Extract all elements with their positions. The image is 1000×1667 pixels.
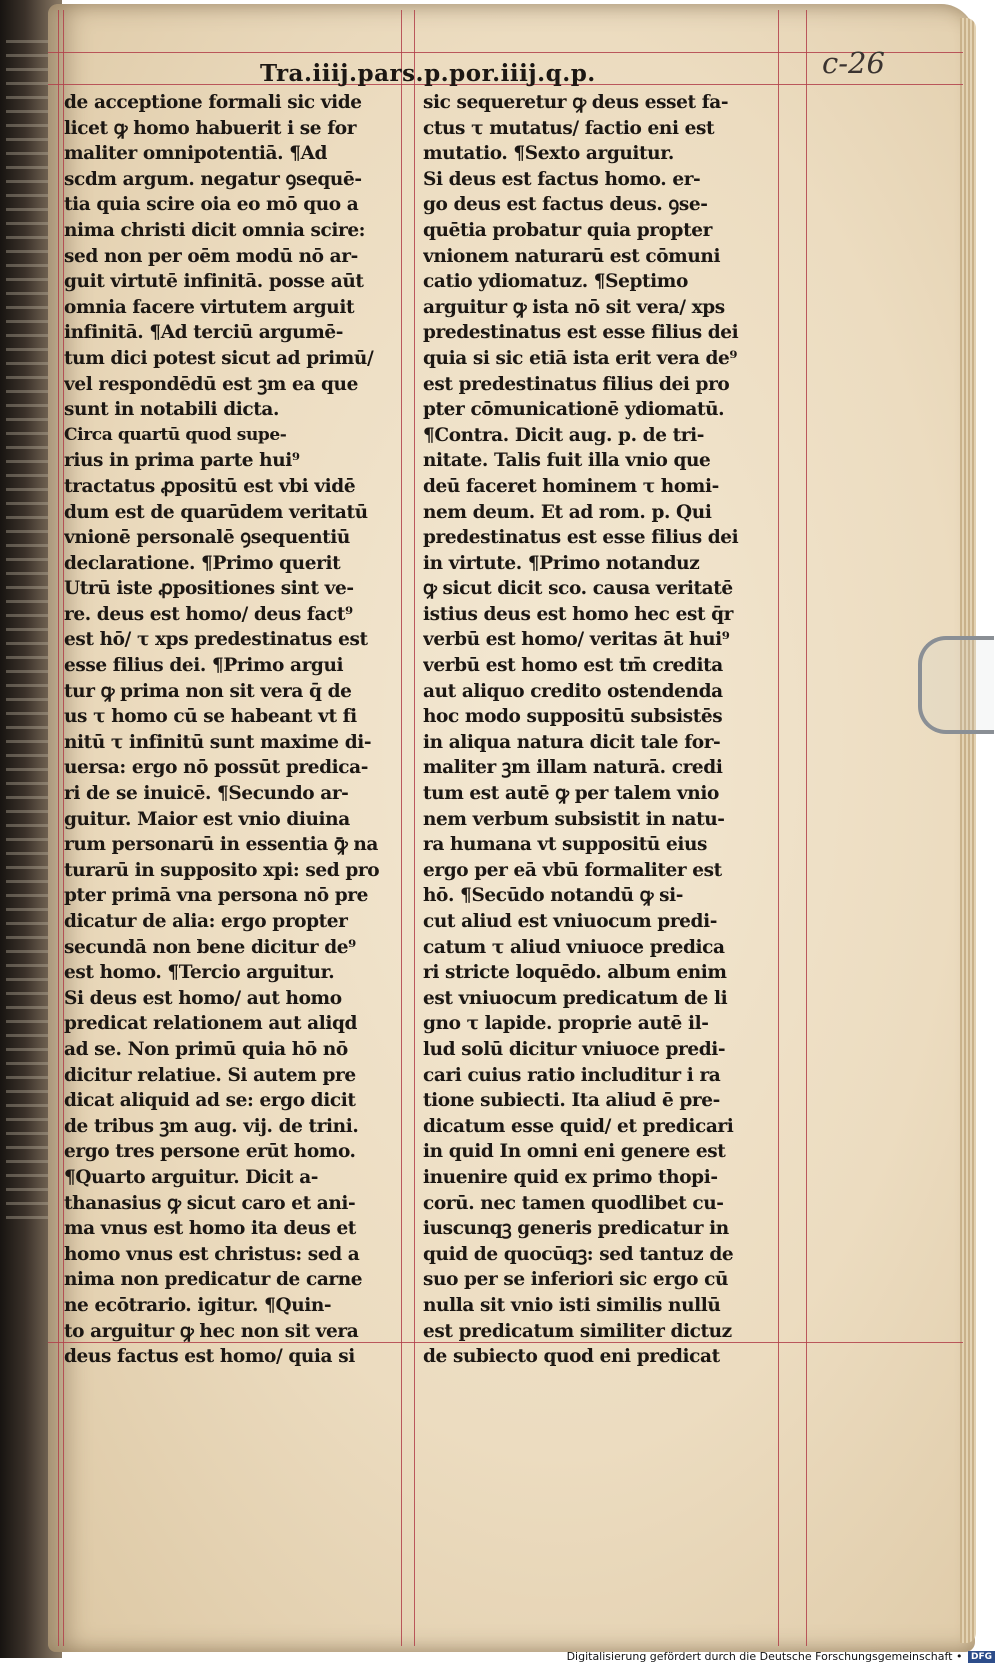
text-line: predicat relationem aut aliqd [64,1013,358,1035]
text-line: in virtute. ¶Primo notanduz [423,552,700,574]
page-fore-edge [960,18,976,1643]
running-head: Tra.iiij.pars.p.por.iiij.q.p. [260,60,596,87]
text-line: homo vnus est christus: sed a [64,1243,360,1265]
text-line: ad se. Non primū quia hō nō [64,1038,348,1060]
ruling-line [806,10,807,1646]
text-line: scdm argum. negatur ꝯsequē- [64,168,362,190]
text-line: cari cuius ratio includitur i ra [423,1064,721,1086]
text-line: hoc modo suppositū subsistēs [423,706,723,728]
text-line: in aliqua natura dicit tale for- [423,731,721,753]
text-line: de acceptione formali sic vide [64,92,362,113]
text-line: est hō/ τ xps predestinatus est [64,629,368,651]
text-line: verbū est homo est tm̄ credita [423,655,723,677]
text-line: dicat aliquid ad se: ergo dicit [64,1090,356,1112]
text-line: nitū τ infinitū sunt maxime di- [64,731,372,753]
text-line: secundā non bene dicitur de⁹ [64,936,356,958]
text-line: nima christi dicit omnia scire: [64,219,366,241]
digitization-credit [455,1650,995,1666]
text-line: arguitur ꝙ ista nō sit vera/ xps [423,296,725,318]
text-line: vnionem naturarū est cōmuni [423,245,721,267]
text-line: uersa: ergo nō possūt predica- [64,757,368,779]
text-line: verbū est homo/ veritas āt hui⁹ [423,629,730,651]
text-line: deū faceret hominem τ homi- [423,475,719,497]
text-line: Utrū iste ꝓpositiones sint ve- [64,578,354,600]
text-line: nem deum. Et ad rom. p. Qui [423,501,712,523]
text-line: pter cōmunicationē ydiomatū. [423,399,725,421]
ruling-line [414,10,415,1646]
text-line: corū. nec tamen quodlibet cu- [423,1192,724,1214]
text-line: ra humana vt suppositū eius [423,834,708,856]
text-line: rum personarū in essentia ꝙ̄ na [64,834,379,856]
text-line: tractatus ꝓpositū est vbi vidē [64,475,356,497]
text-line: tum dici potest sicut ad primū/ [64,347,374,369]
text-line: ergo tres persone erūt homo. [64,1141,356,1163]
text-line: omnia facere virtutem arguit [64,296,355,318]
text-line: Circa quartū quod supe- [64,424,287,445]
text-line: pter primā vna persona nō pre [64,885,368,907]
dfg-logo: DFG [968,1651,995,1663]
text-line: licet ꝙ homo habuerit i se for [64,117,357,139]
text-line: sunt in notabili dicta. [64,399,280,421]
text-line: dum est de quarūdem veritatū [64,501,368,523]
text-line: hō. ¶Secūdo notandū ꝙ si- [423,885,684,907]
text-line: ne ecōtrario. igitur. ¶Quin- [64,1294,332,1316]
folio-number: c-26 [822,46,885,80]
text-line: guit virtutē infinitā. posse aūt [64,271,364,293]
text-line: Si deus est homo/ aut homo [64,987,342,1009]
text-line: declaratione. ¶Primo querit [64,552,341,574]
text-line: turarū in supposito xpi: sed pro [64,859,380,881]
text-line: deus factus est homo/ quia si [64,1346,355,1368]
text-line: gno τ lapide. proprie autē il- [423,1013,709,1035]
text-line: tia quia scire oia eo mō quo a [64,194,359,216]
text-line: vnionē personalē ꝯsequentiū [64,527,350,549]
text-line: rius in prima parte hui⁹ [64,450,300,472]
text-line: cut aliud est vniuocum predi- [423,911,717,932]
text-line: istius deus est homo hec est q̄r [423,603,734,625]
text-line: est predestinatus filius dei pro [423,373,730,395]
text-line: Si deus est factus homo. er- [423,168,701,190]
text-line: infinitā. ¶Ad terciū argumē- [64,322,344,344]
text-line: de subiecto quod eni predicat [423,1346,720,1368]
text-line: dicatum esse quid/ et predicari [423,1115,734,1137]
text-line: tur ꝙ prima non sit vera q̄ de [64,680,352,702]
text-line: lud solū dicitur vniuoce predi- [423,1038,726,1060]
text-line: esse filius dei. ¶Primo argui [64,655,344,677]
text-line: nitate. Talis fuit illa vnio que [423,450,711,472]
text-line: ri stricte loquēdo. album enim [423,962,727,984]
text-line: est vniuocum predicatum de li [423,987,728,1009]
text-line: ma vnus est homo ita deus et [64,1218,356,1240]
text-line: vel respondēdū est ꝫm ea que [64,373,358,395]
text-line: est predicatum similiter dictuz [423,1320,732,1342]
text-line: aut aliquo credito ostendenda [423,680,723,702]
text-line: predestinatus est esse filius dei [423,322,739,344]
text-column-right [423,90,785,1368]
text-line: mutatio. ¶Sexto arguitur. [423,143,674,165]
text-line: sic sequeretur ꝙ deus esset fa- [423,92,729,113]
text-line: go deus est factus deus. ꝯse- [423,194,708,216]
text-line: ctus τ mutatus/ factio eni est [423,117,715,139]
text-line: dicitur relatiue. Si autem pre [64,1064,356,1086]
text-line: inuenire quid ex primo thopi- [423,1166,718,1188]
text-line: tum est autē ꝙ per talem vnio [423,783,719,805]
text-line: sed non per oēm modū nō ar- [64,245,358,267]
text-line: ergo per eā vbū formaliter est [423,859,722,881]
text-line: iuscunqꝫ generis predicatur in [423,1218,729,1240]
text-line: ¶Contra. Dicit aug. p. de tri- [423,424,705,446]
text-line: thanasius ꝙ sicut caro et ani- [64,1192,356,1214]
text-line: ¶Quarto arguitur. Dicit a- [64,1166,319,1188]
text-line: dicatur de alia: ergo propter [64,911,348,932]
text-line: est homo. ¶Tercio arguitur. [64,962,335,984]
text-line: maliter ꝫm illam naturā. credi [423,757,723,779]
text-line: nulla sit vnio isti similis nullū [423,1294,721,1316]
text-line: nem verbum subsistit in natu- [423,808,725,830]
text-line: guitur. Maior est vnio diuina [64,808,350,830]
text-line: quia si sic etiā ista erit vera de⁹ [423,347,738,369]
text-line: quid de quocūqꝫ: sed tantuz de [423,1243,734,1265]
text-line: catio ydiomatuz. ¶Septimo [423,271,688,293]
text-line: catum τ aliud vniuoce predica [423,936,725,958]
text-line: ri de se inuicē. ¶Secundo ar- [64,783,349,805]
text-line: in quid In omni eni genere est [423,1141,726,1163]
ruling-line [58,10,59,1646]
metal-clasp [918,636,994,734]
credit-text: Digitalisierung gefördert durch die Deutsche Forschungsgemeinschaft • [566,1650,963,1663]
text-line: quētia probatur quia propter [423,219,712,241]
text-line: tione subiecti. Ita aliud ē pre- [423,1090,720,1112]
text-line: suo per se inferiori sic ergo cū [423,1269,728,1291]
text-line: de tribus ꝫm aug. vij. de trini. [64,1115,359,1137]
text-line: predestinatus est esse filius dei [423,527,739,549]
text-line: to arguitur ꝙ hec non sit vera [64,1320,359,1342]
text-line: us τ homo cū se habeant vt fi [64,706,357,728]
text-line: maliter omnipotentiā. ¶Ad [64,143,328,165]
text-line: re. deus est homo/ deus fact⁹ [64,603,353,625]
text-column-left [64,90,407,1368]
text-line: ꝙ sicut dicit sco. causa veritatē [423,578,733,600]
text-line: nima non predicatur de carne [64,1269,363,1291]
